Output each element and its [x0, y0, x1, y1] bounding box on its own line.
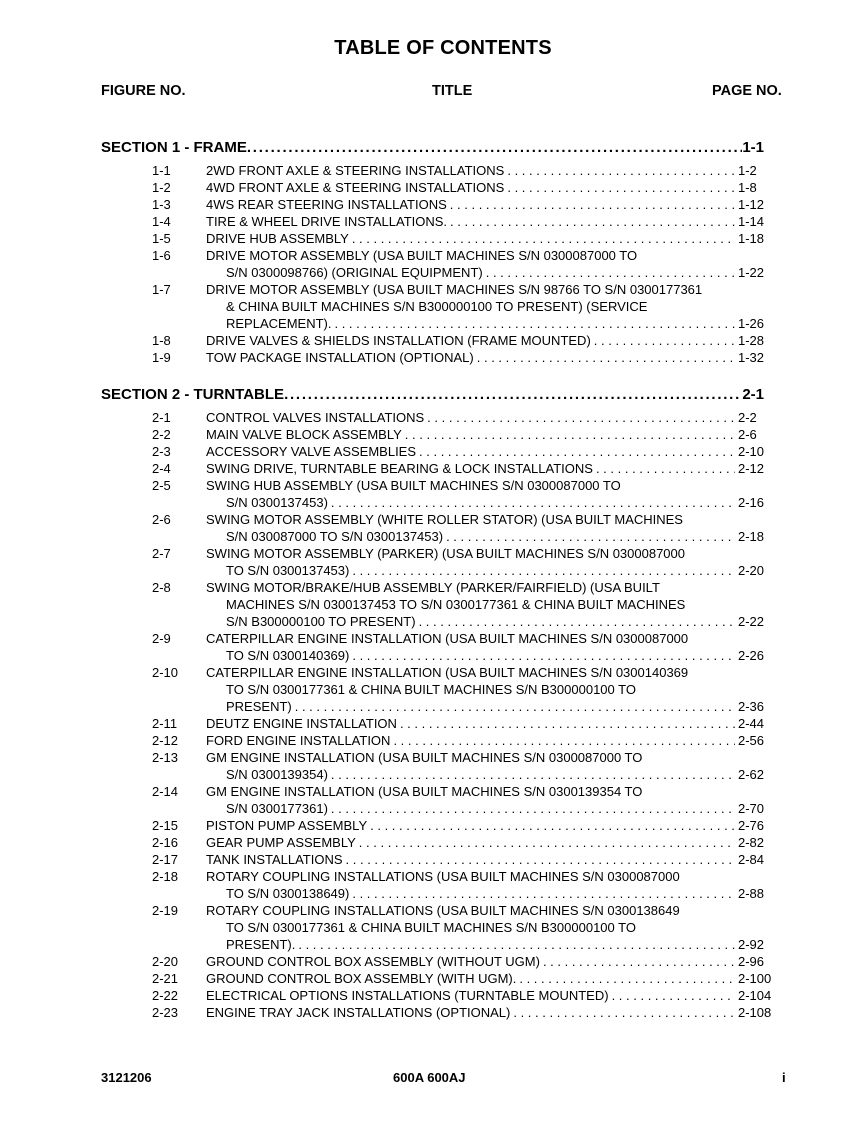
entry-title-row [206, 162, 774, 179]
entry-title-line: CATERPILLAR ENGINE INSTALLATION (USA BUILT MACHINES S/N 0300087000 [206, 631, 689, 646]
leader-dots [370, 817, 735, 834]
toc-entry[interactable] [0, 987, 866, 1004]
entry-title-line: SWING MOTOR ASSEMBLY (WHITE ROLLER STATOR) (USA BUILT MACHINES [206, 512, 683, 527]
leader-dots [284, 386, 742, 403]
entry-page: 2-2 [738, 410, 757, 425]
entry-title-line: DRIVE MOTOR ASSEMBLY (USA BUILT MACHINES S/N 98766 TO S/N 0300177361 [206, 282, 703, 297]
toc-entry[interactable] [0, 732, 866, 749]
entry-page: 2-62 [738, 767, 765, 782]
figure-number: 2-9 [152, 631, 171, 646]
leader-dots [477, 349, 735, 366]
toc-entry[interactable] [0, 281, 866, 332]
entry-title-line: PRESENT). [226, 937, 296, 952]
header-figure-no: FIGURE NO. [101, 83, 186, 99]
entry-title-line: TO S/N 0300137453) [226, 563, 350, 578]
entry-page: 2-88 [738, 886, 765, 901]
leader-dots [612, 987, 735, 1004]
leader-dots [352, 230, 735, 247]
figure-number: 2-4 [152, 461, 171, 476]
toc-entry[interactable] [0, 902, 866, 953]
footer-doc-number: 3121206 [101, 1070, 152, 1085]
entry-title-line: S/N 030087000 TO S/N 0300137453) [226, 529, 444, 544]
entry-title-row [226, 800, 774, 817]
entry-title-row [206, 332, 774, 349]
entry-page: 2-76 [738, 818, 765, 833]
leader-dots [359, 834, 735, 851]
leader-dots [450, 196, 735, 213]
entry-title-row [226, 936, 774, 953]
leader-dots [427, 409, 735, 426]
entry-title-row [206, 987, 774, 1004]
entry-page: 1-32 [738, 350, 765, 365]
entry-title-line: TANK INSTALLATIONS [206, 852, 343, 867]
toc-entry[interactable] [0, 247, 866, 281]
leader-dots [486, 264, 735, 281]
toc-entry[interactable] [0, 426, 866, 443]
leader-dots [247, 139, 742, 156]
entry-title-row [206, 443, 774, 460]
leader-dots [513, 1004, 735, 1021]
leader-dots [594, 332, 735, 349]
figure-number: 2-21 [152, 971, 179, 986]
entry-page: 1-12 [738, 197, 765, 212]
entry-title-line: SWING MOTOR/BRAKE/HUB ASSEMBLY (PARKER/FAIRFIELD) (USA BUILT [206, 580, 660, 595]
leader-dots [405, 426, 735, 443]
entry-title-line: S/N 0300139354) [226, 767, 328, 782]
toc-entry[interactable] [0, 409, 866, 426]
entry-title-row [226, 613, 774, 630]
leader-dots [393, 732, 735, 749]
figure-number: 2-10 [152, 665, 179, 680]
entry-title-line: GROUND CONTROL BOX ASSEMBLY (WITH UGM). [206, 971, 517, 986]
header-page-no: PAGE NO. [712, 83, 782, 99]
entry-title-row [206, 349, 774, 366]
entry-page: 2-22 [738, 614, 765, 629]
entry-title-line: S/N 0300137453) [226, 495, 328, 510]
section-heading [101, 386, 764, 403]
entry-title-line: SWING HUB ASSEMBLY (USA BUILT MACHINES S/N 0300087000 TO [206, 478, 621, 493]
entry-title-line: DRIVE MOTOR ASSEMBLY (USA BUILT MACHINES S/N 0300087000 TO [206, 248, 638, 263]
leader-dots [519, 970, 735, 987]
section-page: 1-1 [742, 139, 764, 156]
entry-page: 2-12 [738, 461, 765, 476]
entry-title-row [226, 562, 774, 579]
entry-title-row [206, 426, 774, 443]
figure-number: 2-14 [152, 784, 179, 799]
section-heading [101, 139, 764, 156]
figure-number: 2-15 [152, 818, 179, 833]
entry-title-row [206, 409, 774, 426]
figure-number: 2-18 [152, 869, 179, 884]
entry-title-line: ROTARY COUPLING INSTALLATIONS (USA BUILT MACHINES S/N 0300087000 [206, 869, 680, 884]
leader-dots [596, 460, 735, 477]
entry-title-row [206, 953, 774, 970]
entry-title-line: ELECTRICAL OPTIONS INSTALLATIONS (TURNTABLE MOUNTED) [206, 988, 609, 1003]
toc-entry[interactable] [0, 1004, 866, 1021]
entry-title-row [226, 698, 774, 715]
toc-entry[interactable] [0, 179, 866, 196]
entry-title-row [206, 834, 774, 851]
entry-title-line: ACCESSORY VALVE ASSEMBLIES [206, 444, 417, 459]
toc-entry[interactable] [0, 477, 866, 511]
toc-entry[interactable] [0, 162, 866, 179]
entry-page: 2-70 [738, 801, 765, 816]
entry-page: 1-28 [738, 333, 765, 348]
entry-title-row [206, 715, 774, 732]
entry-title-line: SWING DRIVE, TURNTABLE BEARING & LOCK INSTALLATIONS [206, 461, 593, 476]
leader-dots [334, 315, 735, 332]
leader-dots [331, 800, 735, 817]
entry-page: 2-20 [738, 563, 765, 578]
entry-title-line: MACHINES S/N 0300137453 TO S/N 0300177361 & CHINA BUILT MACHINES [226, 597, 686, 612]
entry-title-row [206, 1004, 774, 1021]
entry-title-line: & CHINA BUILT MACHINES S/N B300000100 TO PRESENT) (SERVICE [226, 299, 648, 314]
figure-number: 1-5 [152, 231, 171, 246]
leader-dots [419, 613, 735, 630]
entry-title-row [226, 647, 774, 664]
figure-number: 2-6 [152, 512, 171, 527]
entry-page: 2-108 [738, 1005, 772, 1020]
figure-number: 1-7 [152, 282, 171, 297]
entry-title-row [226, 528, 774, 545]
entry-page: 2-16 [738, 495, 765, 510]
figure-number: 1-8 [152, 333, 171, 348]
entry-title-line: CATERPILLAR ENGINE INSTALLATION (USA BUILT MACHINES S/N 0300140369 [206, 665, 689, 680]
entry-title-line: DRIVE VALVES & SHIELDS INSTALLATION (FRAME MOUNTED) [206, 333, 591, 348]
entry-title-line: 4WD FRONT AXLE & STEERING INSTALLATIONS [206, 180, 505, 195]
figure-number: 1-9 [152, 350, 171, 365]
entry-title-line: PISTON PUMP ASSEMBLY [206, 818, 368, 833]
toc-entry[interactable] [0, 511, 866, 545]
figure-number: 2-19 [152, 903, 179, 918]
leader-dots [419, 443, 735, 460]
entry-title-line: S/N 0300098766) (ORIGINAL EQUIPMENT) [226, 265, 483, 280]
entry-title-row [206, 817, 774, 834]
figure-number: 1-3 [152, 197, 171, 212]
entry-page: 2-96 [738, 954, 765, 969]
toc-entry[interactable] [0, 851, 866, 868]
figure-number: 2-20 [152, 954, 179, 969]
entry-page: 2-18 [738, 529, 765, 544]
toc-entry[interactable] [0, 868, 866, 902]
entry-title-line: GROUND CONTROL BOX ASSEMBLY (WITHOUT UGM) [206, 954, 540, 969]
figure-number: 2-3 [152, 444, 171, 459]
entry-page: 1-14 [738, 214, 765, 229]
entry-title-row [226, 494, 774, 511]
figure-number: 1-4 [152, 214, 171, 229]
page-title: TABLE OF CONTENTS [334, 37, 552, 59]
leader-dots [507, 179, 735, 196]
toc-entry[interactable] [0, 443, 866, 460]
entry-title-line: TO S/N 0300177361 & CHINA BUILT MACHINES S/N B300000100 TO [226, 920, 636, 935]
figure-number: 2-17 [152, 852, 179, 867]
leader-dots [352, 647, 735, 664]
entry-page: 2-92 [738, 937, 765, 952]
toc-entry[interactable] [0, 630, 866, 664]
entry-page: 2-56 [738, 733, 765, 748]
toc-entry[interactable] [0, 545, 866, 579]
section-label: SECTION 2 - TURNTABLE [101, 386, 285, 403]
figure-number: 2-16 [152, 835, 179, 850]
figure-number: 2-22 [152, 988, 179, 1003]
entry-title-line: TO S/N 0300177361 & CHINA BUILT MACHINES S/N B300000100 TO [226, 682, 636, 697]
figure-number: 2-2 [152, 427, 171, 442]
entry-page: 1-18 [738, 231, 765, 246]
entry-page: 2-10 [738, 444, 765, 459]
entry-title-line: ROTARY COUPLING INSTALLATIONS (USA BUILT MACHINES S/N 0300138649 [206, 903, 680, 918]
entry-title-row [206, 851, 774, 868]
entry-title-row [206, 460, 774, 477]
entry-title-line: 4WS REAR STEERING INSTALLATIONS [206, 197, 447, 212]
toc-entry[interactable] [0, 664, 866, 715]
figure-number: 2-8 [152, 580, 171, 595]
toc-entry[interactable] [0, 213, 866, 230]
entry-page: 2-82 [738, 835, 765, 850]
toc-entry[interactable] [0, 783, 866, 817]
footer-page-number: i [782, 1070, 786, 1085]
entry-page: 1-26 [738, 316, 765, 331]
leader-dots [298, 936, 735, 953]
figure-number: 1-1 [152, 163, 171, 178]
toc-entry[interactable] [0, 953, 866, 970]
figure-number: 2-13 [152, 750, 179, 765]
entry-title-line: SWING MOTOR ASSEMBLY (PARKER) (USA BUILT MACHINES S/N 0300087000 [206, 546, 685, 561]
entry-title-line: GM ENGINE INSTALLATION (USA BUILT MACHINES S/N 0300139354 TO [206, 784, 643, 799]
entry-title-line: S/N 0300177361) [226, 801, 328, 816]
entry-page: 2-26 [738, 648, 765, 663]
figure-number: 2-7 [152, 546, 171, 561]
entry-page: 2-104 [738, 988, 772, 1003]
entry-page: 2-84 [738, 852, 765, 867]
entry-title-row [226, 885, 774, 902]
entry-title-line: CONTROL VALVES INSTALLATIONS [206, 410, 425, 425]
toc-entry[interactable] [0, 834, 866, 851]
footer-model: 600A 600AJ [393, 1070, 466, 1085]
leader-dots [400, 715, 735, 732]
entry-title-row [206, 970, 774, 987]
entry-title-line: ENGINE TRAY JACK INSTALLATIONS (OPTIONAL) [206, 1005, 511, 1020]
leader-dots [543, 953, 735, 970]
leader-dots [352, 885, 735, 902]
entry-title-row [206, 732, 774, 749]
entry-title-row [226, 315, 774, 332]
entry-title-row [206, 213, 774, 230]
figure-number: 2-1 [152, 410, 171, 425]
leader-dots [507, 162, 735, 179]
leader-dots [446, 528, 735, 545]
leader-dots [331, 766, 735, 783]
header-title: TITLE [432, 83, 473, 99]
entry-title-row [226, 766, 774, 783]
leader-dots [450, 213, 735, 230]
entry-title-line: 2WD FRONT AXLE & STEERING INSTALLATIONS [206, 163, 505, 178]
entry-title-line: TIRE & WHEEL DRIVE INSTALLATIONS. [206, 214, 448, 229]
section-page: 2-1 [742, 386, 764, 403]
leader-dots [346, 851, 735, 868]
entry-page: 2-6 [738, 427, 757, 442]
entry-title-row [206, 179, 774, 196]
entry-page: 1-22 [738, 265, 765, 280]
entry-title-line: TO S/N 0300140369) [226, 648, 350, 663]
toc-entry[interactable] [0, 817, 866, 834]
entry-title-line: DRIVE HUB ASSEMBLY [206, 231, 349, 246]
toc-entry[interactable] [0, 460, 866, 477]
entry-title-row [206, 230, 774, 247]
toc-entry[interactable] [0, 749, 866, 783]
entry-title-line: PRESENT) [226, 699, 292, 714]
entry-title-line: GEAR PUMP ASSEMBLY [206, 835, 356, 850]
toc-entry[interactable] [0, 349, 866, 366]
entry-title-line: TO S/N 0300138649) [226, 886, 350, 901]
toc-entry[interactable] [0, 579, 866, 630]
entry-title-line: MAIN VALVE BLOCK ASSEMBLY [206, 427, 402, 442]
figure-number: 2-23 [152, 1005, 179, 1020]
leader-dots [331, 494, 735, 511]
section-label: SECTION 1 - FRAME [101, 139, 247, 156]
entry-page: 2-36 [738, 699, 765, 714]
toc-entry[interactable] [0, 970, 866, 987]
entry-page: 1-8 [738, 180, 757, 195]
figure-number: 2-12 [152, 733, 179, 748]
figure-number: 2-5 [152, 478, 171, 493]
entry-title-line: REPLACEMENT). [226, 316, 332, 331]
entry-title-line: TOW PACKAGE INSTALLATION (OPTIONAL) [206, 350, 474, 365]
entry-page: 1-2 [738, 163, 757, 178]
entry-title-row [206, 196, 774, 213]
figure-number: 1-6 [152, 248, 171, 263]
entry-page: 2-100 [738, 971, 772, 986]
entry-title-line: S/N B300000100 TO PRESENT) [226, 614, 416, 629]
entry-page: 2-44 [738, 716, 765, 731]
leader-dots [295, 698, 735, 715]
toc-entry[interactable] [0, 715, 866, 732]
figure-number: 2-11 [152, 716, 178, 731]
entry-title-line: FORD ENGINE INSTALLATION [206, 733, 391, 748]
figure-number: 1-2 [152, 180, 171, 195]
entry-title-line: GM ENGINE INSTALLATION (USA BUILT MACHINES S/N 0300087000 TO [206, 750, 643, 765]
entry-title-line: DEUTZ ENGINE INSTALLATION [206, 716, 397, 731]
toc-entry[interactable] [0, 196, 866, 213]
toc-entry[interactable] [0, 230, 866, 247]
leader-dots [352, 562, 735, 579]
entry-title-row [226, 264, 774, 281]
toc-entry[interactable] [0, 332, 866, 349]
